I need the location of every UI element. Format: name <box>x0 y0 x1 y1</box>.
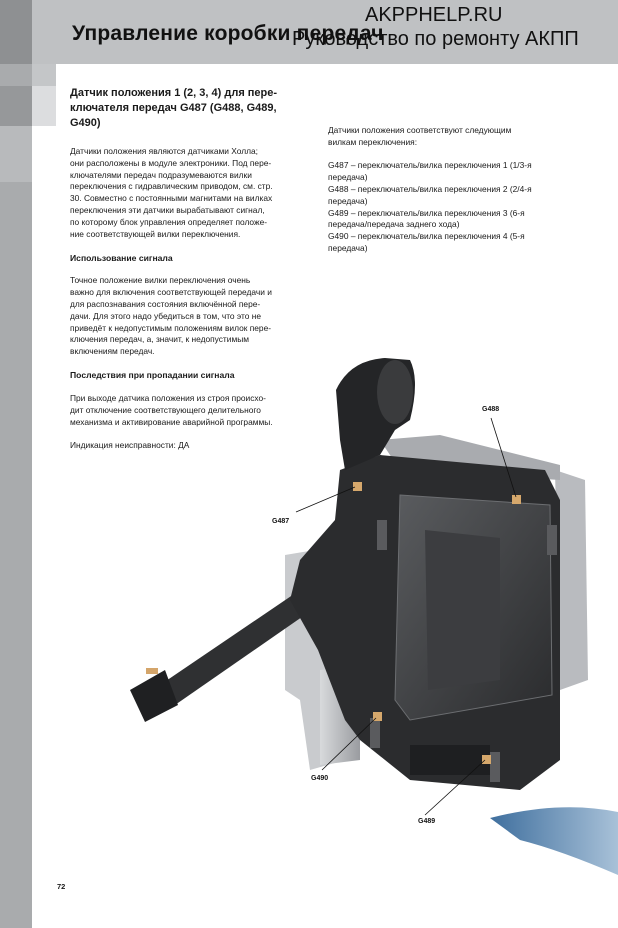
page-number: 72 <box>57 882 66 891</box>
right-intro: Датчики положения соответствуют следующим вилкам переключения: <box>328 125 512 147</box>
callout-g490: G490 <box>311 775 329 782</box>
section-title: Датчик положения 1 (2, 3, 4) для пере- ключателя передач G487 (G488, G489, G490) <box>70 87 278 129</box>
bottom-connector <box>410 745 490 775</box>
decor-square <box>0 86 32 126</box>
right-text-column <box>328 125 578 255</box>
list-item: G487 – переключатель/вилка переключения 1 (1/3-я передача) <box>328 160 532 183</box>
cover-label-area <box>425 530 500 690</box>
watermark-site: AKPPHELP.RU <box>365 4 503 26</box>
callout-g488: G488 <box>482 406 500 413</box>
decor-square <box>0 0 32 64</box>
list-item: G489 – переключатель/вилка переключения 3 (6-я передача/передача заднего хода) <box>328 207 525 230</box>
signal-use-heading: Использование сигнала <box>70 252 173 263</box>
intro-paragraph: Датчики положения являются датчиками Холла; они расположены в модуле электроники. Под пере- ключателями передач подразумеваются вилки переключения с гидравлическим приводом, см. стр. 30. Совместно с постоянными магнитами на вилках переключения эти датчики вырабатывают сигнал, по которому блок управления определяет положе- ние соответствующей вилки переключения. <box>70 146 273 239</box>
callout-g487: G487 <box>272 518 290 525</box>
cylinder-end <box>377 360 413 424</box>
decorative-arc <box>490 807 618 875</box>
mounting-post <box>377 520 387 550</box>
sensor-g488 <box>512 495 521 504</box>
mounting-post <box>490 752 500 782</box>
failure-heading: Последствия при пропадании сигнала <box>70 370 235 381</box>
fault-indication: Индикация неисправности: ДА <box>70 439 190 450</box>
callout-g489: G489 <box>418 818 436 825</box>
mounting-post <box>547 525 557 555</box>
list-item: G488 – переключатель/вилка переключения 2 (2/4-я передача) <box>328 183 532 206</box>
decor-square <box>32 64 56 86</box>
signal-use-paragraph: Точное положение вилки переключения очень важно для включения соответствующей передачи и для распознавания состояния включённой пере- дачи. Для этого надо убедиться в том, что это не приведёт к недопустимым положениям вилок пере- ключения передач, а, значит, к недопустимым включениям передач. <box>70 275 272 357</box>
decor-square <box>0 126 32 182</box>
sensor-g487 <box>353 482 362 491</box>
failure-paragraph: При выходе датчика положения из строя происхо- дит отключение соответствующего делительного механизма и активирование аварийной программы. <box>70 392 273 427</box>
decor-square <box>32 86 56 126</box>
sensor-g489 <box>482 755 491 764</box>
list-item: G490 – переключатель/вилка переключения 4 (5-я передача) <box>328 231 525 253</box>
electronics-module-illustration <box>105 355 618 875</box>
sensor-g490-rail <box>146 668 158 674</box>
page-header-title: Управление коробки передач <box>72 22 384 45</box>
watermark-subtitle: Руководство по ремонту АКПП <box>292 28 579 50</box>
